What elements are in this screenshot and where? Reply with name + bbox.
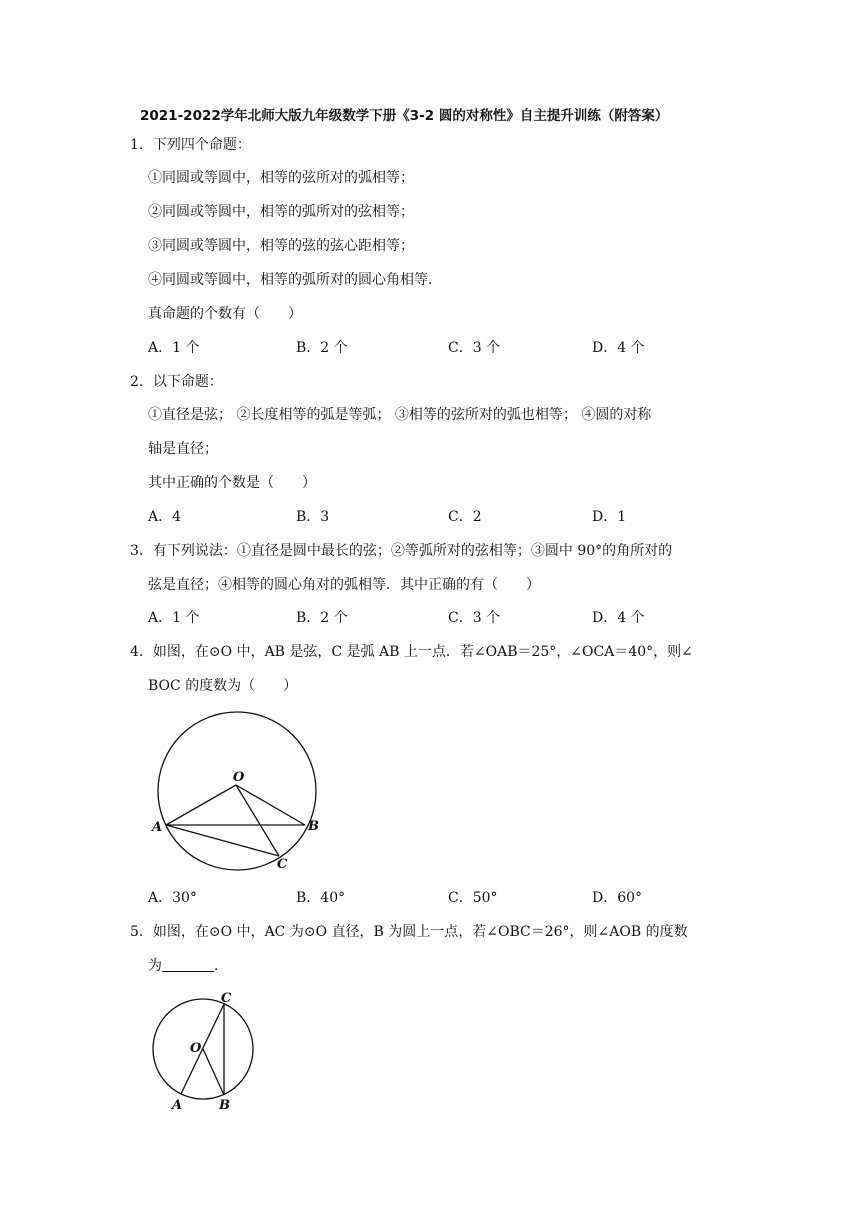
q5-label-b: B (219, 1098, 230, 1113)
page-title: 2021-2022学年北师大版九年级数学下册《3-2 圆的对称性》自主提升训练（附答案） (140, 108, 669, 124)
q1-item-4: ④同圆或等圆中，相等的弧所对的圆心角相等. (148, 272, 433, 288)
q3-option-c: C．3 个 (448, 610, 501, 626)
q2-option-a: A．4 (148, 509, 182, 525)
q4-segment-ob (236, 785, 305, 825)
q4-segment-ac (166, 825, 279, 856)
q1-option-a: A．1 个 (148, 340, 200, 356)
q2-stem: 2．以下命题： (130, 374, 223, 390)
q4-circle (158, 712, 316, 870)
q2-ask: 其中正确的个数是（ ） (148, 475, 316, 491)
q4-label-c: C (277, 857, 288, 872)
q1-item-1: ①同圆或等圆中，相等的弦所对的弧相等； (148, 170, 414, 186)
q1-option-c: C．3 个 (448, 340, 501, 356)
q5-answer-blank (162, 957, 214, 972)
q5-label-a: A (172, 1098, 183, 1113)
q4-label-a: A (152, 820, 163, 835)
q4-line-1: 4．如图，在⊙O 中，AB 是弦，C 是弧 AB 上一点．若∠OAB＝25°，∠OCA＝40°，则∠ (130, 644, 693, 660)
q4-label-b: B (308, 819, 319, 834)
q4-line-2: BOC 的度数为（ ） (148, 678, 298, 694)
q2-line-2: 轴是直径； (148, 441, 218, 457)
q2-option-c: C．2 (448, 509, 482, 525)
q5-line-2-end: ． (214, 958, 228, 974)
q4-label-o: O (233, 770, 245, 785)
q2-option-d: D．1 (592, 509, 627, 525)
q4-option-b: B．40° (296, 890, 346, 906)
q3-option-d: D．4 个 (592, 610, 645, 626)
q4-option-c: C．50° (448, 890, 498, 906)
q5-line-2 (148, 956, 228, 976)
q1-option-b: B．2 个 (296, 340, 348, 356)
q3-option-b: B．2 个 (296, 610, 348, 626)
q1-ask: 真命题的个数有（ ） (148, 306, 302, 322)
q1-item-2: ②同圆或等圆中，相等的弧所对的弦相等； (148, 204, 414, 220)
q5-segment-ob (203, 1049, 224, 1095)
q1-item-3: ③同圆或等圆中，相等的弦的弦心距相等； (148, 238, 414, 254)
q5-line-1: 5．如图，在⊙O 中，AC 为⊙O 直径，B 为圆上一点，若∠OBC＝26°，则∠AOB 的度数 (130, 924, 688, 940)
q2-option-b: B．3 (296, 509, 330, 525)
q2-line-1: ①直径是弦； ②长度相等的弧是等弧； ③相等的弦所对的弧也相等； ④圆的对称 (148, 407, 652, 423)
q1-stem: 1．下列四个命题： (130, 137, 251, 153)
q5-line-2-text: 为 (148, 958, 162, 974)
q4-figure (146, 705, 332, 877)
q3-line-2: 弦是直径；④相等的圆心角对的弧相等．其中正确的有（ ） (148, 577, 540, 593)
q4-option-d: D．60° (592, 890, 643, 906)
q3-option-a: A．1 个 (148, 610, 200, 626)
q4-segment-oa (166, 785, 236, 825)
q5-figure (148, 988, 264, 1114)
q5-label-c: C (221, 991, 232, 1006)
q4-option-a: A．30° (148, 890, 197, 906)
q3-line-1: 3．有下列说法：①直径是圆中最长的弦；②等弧所对的弦相等；③圆中 90°的角所对的 (130, 543, 673, 559)
q1-option-d: D．4 个 (592, 340, 645, 356)
q5-label-o: O (190, 1041, 202, 1056)
